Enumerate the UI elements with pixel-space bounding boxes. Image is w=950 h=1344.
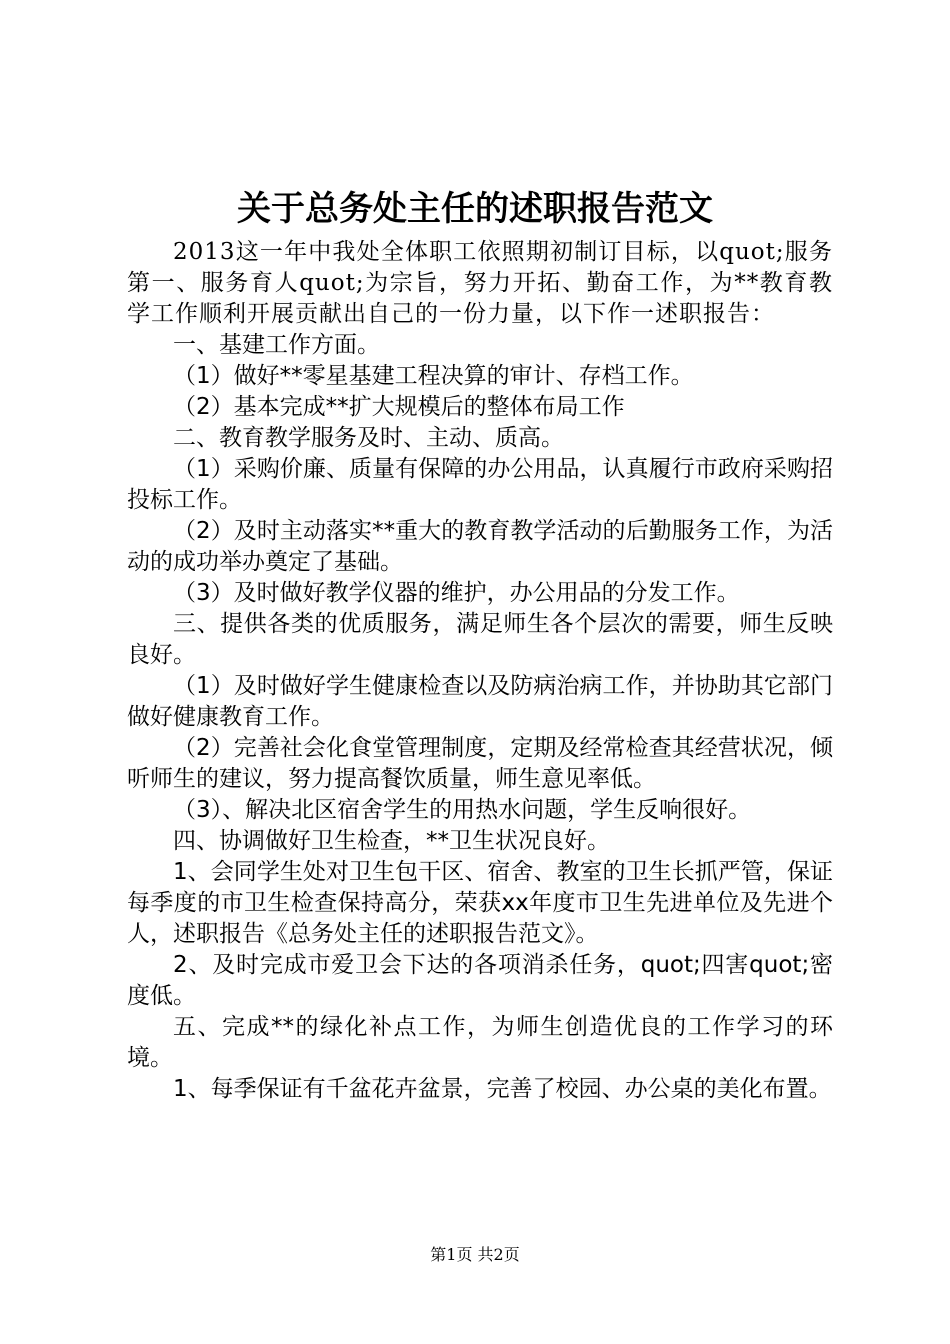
paragraph-item: （3）、解决北区宿舍学生的用热水问题，学生反响很好。 [173,797,752,823]
paragraph-item: 1、会同学生处对卫生包干区、宿舍、教室的卫生长抓严管，保证每季度的市卫生检查保持高分，荣获xx年度市卫生先进单位及先进个人，述职报告《总务处主任的述职报告范文》。 [127,859,833,947]
paragraph-item: （3）及时做好教学仪器的维护，办公用品的分发工作。 [173,580,740,606]
paragraph-heading-3: 三、提供各类的优质服务，满足师生各个层次的需要，师生反映良好。 [127,611,833,668]
paragraph-intro: 2013这一年中我处全体职工依照期初制订目标，以quot;服务第一、服务育人quot;为宗旨，努力开拓、勤奋工作，为**教育教学工作顺利开展贡献出自己的一份力量，以下作一述职报告： [127,239,833,327]
paragraph-item: （2）基本完成**扩大规模后的整体布局工作 [173,394,625,420]
paragraph-heading-4: 四、协调做好卫生检查，**卫生状况良好。 [173,828,610,854]
document-title: 关于总务处主任的述职报告范文 [237,189,713,229]
paragraph-item: 2、及时完成市爱卫会下达的各项消杀任务，quot;四害quot;密度低。 [127,952,833,1009]
document-body [127,237,833,1105]
paragraph-item: （1）及时做好学生健康检查以及防病治病工作，并协助其它部门做好健康教育工作。 [127,673,833,730]
paragraph-item: （2）及时主动落实**重大的教育教学活动的后勤服务工作，为活动的成功举办奠定了基础。 [127,518,833,575]
paragraph-item: （2）完善社会化食堂管理制度，定期及经常检查其经营状况，倾听师生的建议，努力提高餐饮质量，师生意见率低。 [127,735,833,792]
paragraph-item: （1）采购价廉、质量有保障的办公用品，认真履行市政府采购招投标工作。 [127,456,833,513]
paragraph-heading-1: 一、基建工作方面。 [173,332,380,358]
paragraph-item: （1）做好**零星基建工程决算的审计、存档工作。 [173,363,694,389]
paragraph-heading-5: 五、完成**的绿化补点工作，为师生创造优良的工作学习的环境。 [127,1014,833,1071]
paragraph-item: 1、每季保证有千盆花卉盆景，完善了校园、办公桌的美化布置。 [173,1076,832,1102]
paragraph-heading-2: 二、教育教学服务及时、主动、质高。 [173,425,564,451]
page-number-footer: 第1页 共2页 [430,1245,520,1264]
